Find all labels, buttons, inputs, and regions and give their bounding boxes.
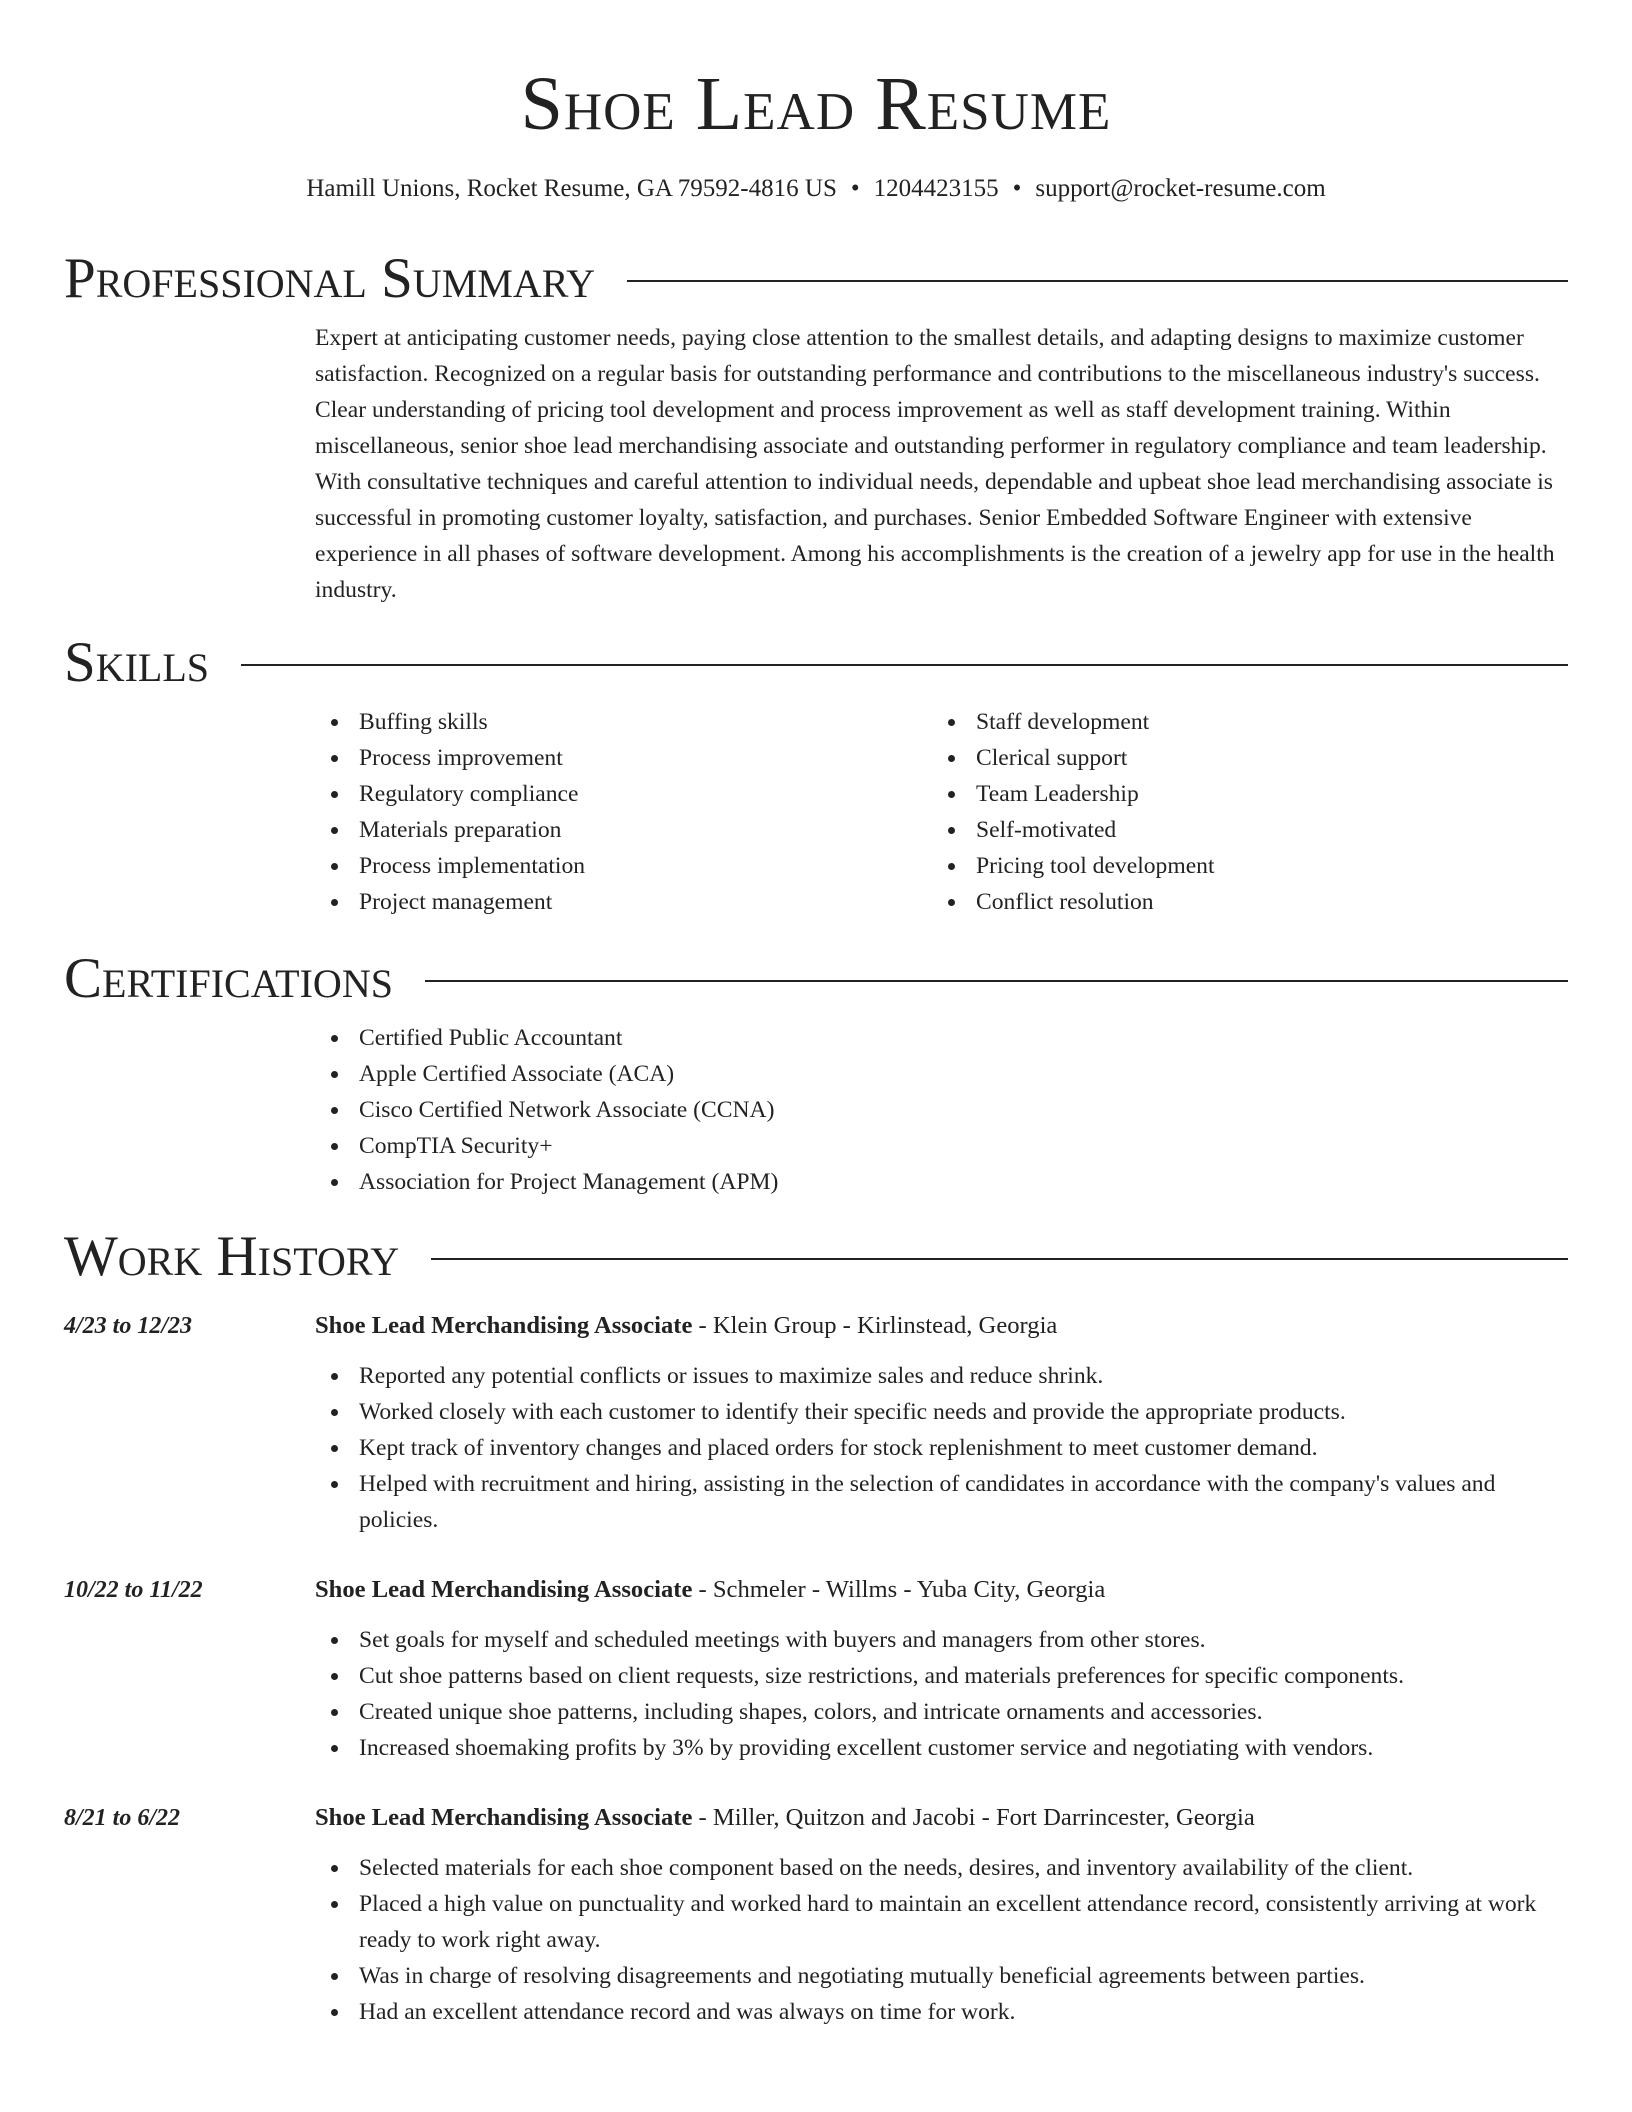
job-bullet: Worked closely with each customer to identify their specific needs and provide the appropriate products. — [315, 1394, 1568, 1430]
job-heading — [315, 1800, 1568, 1836]
skill-item: Self-motivated — [932, 812, 1549, 848]
job-bullet: Reported any potential conflicts or issues to maximize sales and reduce shrink. — [315, 1358, 1568, 1394]
skill-item: Clerical support — [932, 740, 1549, 776]
job-details — [315, 1572, 1568, 1766]
job-title: Shoe Lead Merchandising Associate — [315, 1804, 693, 1831]
skill-item: Buffing skills — [315, 704, 932, 740]
job-dates: 4/23 to 12/23 — [64, 1313, 193, 1339]
job-bullets — [315, 1358, 1568, 1538]
skills-column-left — [315, 704, 932, 920]
certification-item: Association for Project Management (APM) — [315, 1164, 1568, 1200]
job-details — [315, 1308, 1568, 1538]
work-section-title: Work History — [64, 1225, 400, 1288]
job-bullet: Selected materials for each shoe component based on the needs, desires, and inventory availability of the client. — [315, 1850, 1568, 1886]
skill-item: Staff development — [932, 704, 1549, 740]
job-details — [315, 1800, 1568, 2030]
job-heading — [315, 1308, 1568, 1344]
job-bullet: Kept track of inventory changes and placed orders for stock replenishment to meet customer demand. — [315, 1430, 1568, 1466]
certifications-list — [315, 1020, 1568, 1200]
job-employer: - Klein Group - Kirlinstead, Georgia — [692, 1312, 1058, 1339]
summary-text: Expert at anticipating customer needs, paying close attention to the smallest details, and adapting designs to maximize customer satisfaction. Recognized on a regular basis for outstanding performance and contributions to the miscellaneous industry's success. Clear understanding of pricing tool development and process improvement as well as staff development training. Within miscellaneous, senior shoe lead merchandising associate and outstanding performer in regulatory compliance and team leadership. With consultative techniques and careful attention to individual needs, dependable and upbeat shoe lead merchandising associate is successful in promoting customer loyalty, satisfaction, and purchases. Senior Embedded Software Engineer with extensive experience in all phases of software development. Among his accomplishments is the creation of a jewelry app for use in the health industry. — [315, 325, 1555, 603]
job-dates: 10/22 to 11/22 — [64, 1577, 203, 1603]
resume-page — [64, 0, 1568, 2030]
job-title: Shoe Lead Merchandising Associate — [315, 1576, 693, 1603]
certification-item: Certified Public Accountant — [315, 1020, 1568, 1056]
job-heading — [315, 1572, 1568, 1608]
skill-item: Process improvement — [315, 740, 932, 776]
contact-address: Hamill Unions, Rocket Resume, GA 79592-4816 US — [306, 175, 837, 202]
skills-section-header — [64, 630, 1568, 696]
skills-column-right — [932, 704, 1549, 920]
job-bullet: Created unique shoe patterns, including shapes, colors, and intricate ornaments and accessories. — [315, 1694, 1568, 1730]
contact-separator: • — [1012, 175, 1022, 202]
job-bullet: Set goals for myself and scheduled meetings with buyers and managers from other stores. — [315, 1622, 1568, 1658]
work-section-header — [64, 1224, 1568, 1290]
certification-item: Apple Certified Associate (ACA) — [315, 1056, 1568, 1092]
contact-phone: 1204423155 — [873, 175, 999, 202]
section-divider — [431, 1258, 1568, 1260]
summary-section-title: Professional Summary — [64, 247, 596, 310]
job-dates: 8/21 to 6/22 — [64, 1805, 181, 1831]
skills-section-title: Skills — [64, 631, 210, 694]
job-entry — [64, 1308, 1568, 1538]
certification-item: CompTIA Security+ — [315, 1128, 1568, 1164]
job-bullet: Increased shoemaking profits by 3% by providing excellent customer service and negotiating with vendors. — [315, 1730, 1568, 1766]
certifications-section-title: Certifications — [64, 947, 393, 1010]
contact-email: support@rocket-resume.com — [1035, 175, 1326, 202]
job-bullet: Placed a high value on punctuality and worked hard to maintain an excellent attendance record, consistently arriving at work ready to work right away. — [315, 1886, 1568, 1958]
job-bullets — [315, 1622, 1568, 1766]
skill-item: Pricing tool development — [932, 848, 1549, 884]
section-divider — [425, 980, 1568, 982]
job-entry — [64, 1572, 1568, 1766]
job-employer: - Schmeler - Willms - Yuba City, Georgia — [692, 1576, 1106, 1603]
section-divider — [241, 664, 1568, 666]
skill-item: Process implementation — [315, 848, 932, 884]
contact-line — [64, 172, 1568, 206]
job-bullet: Cut shoe patterns based on client requests, size restrictions, and materials preferences for specific components. — [315, 1658, 1568, 1694]
skill-item: Project management — [315, 884, 932, 920]
job-bullet: Was in charge of resolving disagreements and negotiating mutually beneficial agreements between parties. — [315, 1958, 1568, 1994]
job-bullet: Helped with recruitment and hiring, assisting in the selection of candidates in accordance with the company's values and policies. — [315, 1466, 1568, 1538]
certification-item: Cisco Certified Network Associate (CCNA) — [315, 1092, 1568, 1128]
job-title: Shoe Lead Merchandising Associate — [315, 1312, 693, 1339]
resume-name: Shoe Lead Resume — [520, 62, 1112, 146]
section-divider — [627, 280, 1568, 282]
job-entry — [64, 1800, 1568, 2030]
skill-item: Regulatory compliance — [315, 776, 932, 812]
skills-list — [315, 704, 1568, 920]
skill-item: Conflict resolution — [932, 884, 1549, 920]
job-bullets — [315, 1850, 1568, 2030]
summary-section-header — [64, 246, 1568, 312]
skill-item: Materials preparation — [315, 812, 932, 848]
skill-item: Team Leadership — [932, 776, 1549, 812]
job-bullet: Had an excellent attendance record and was always on time for work. — [315, 1994, 1568, 2030]
certifications-section-header — [64, 946, 1568, 1012]
contact-separator: • — [850, 175, 860, 202]
job-employer: - Miller, Quitzon and Jacobi - Fort Darrincester, Georgia — [692, 1804, 1255, 1831]
